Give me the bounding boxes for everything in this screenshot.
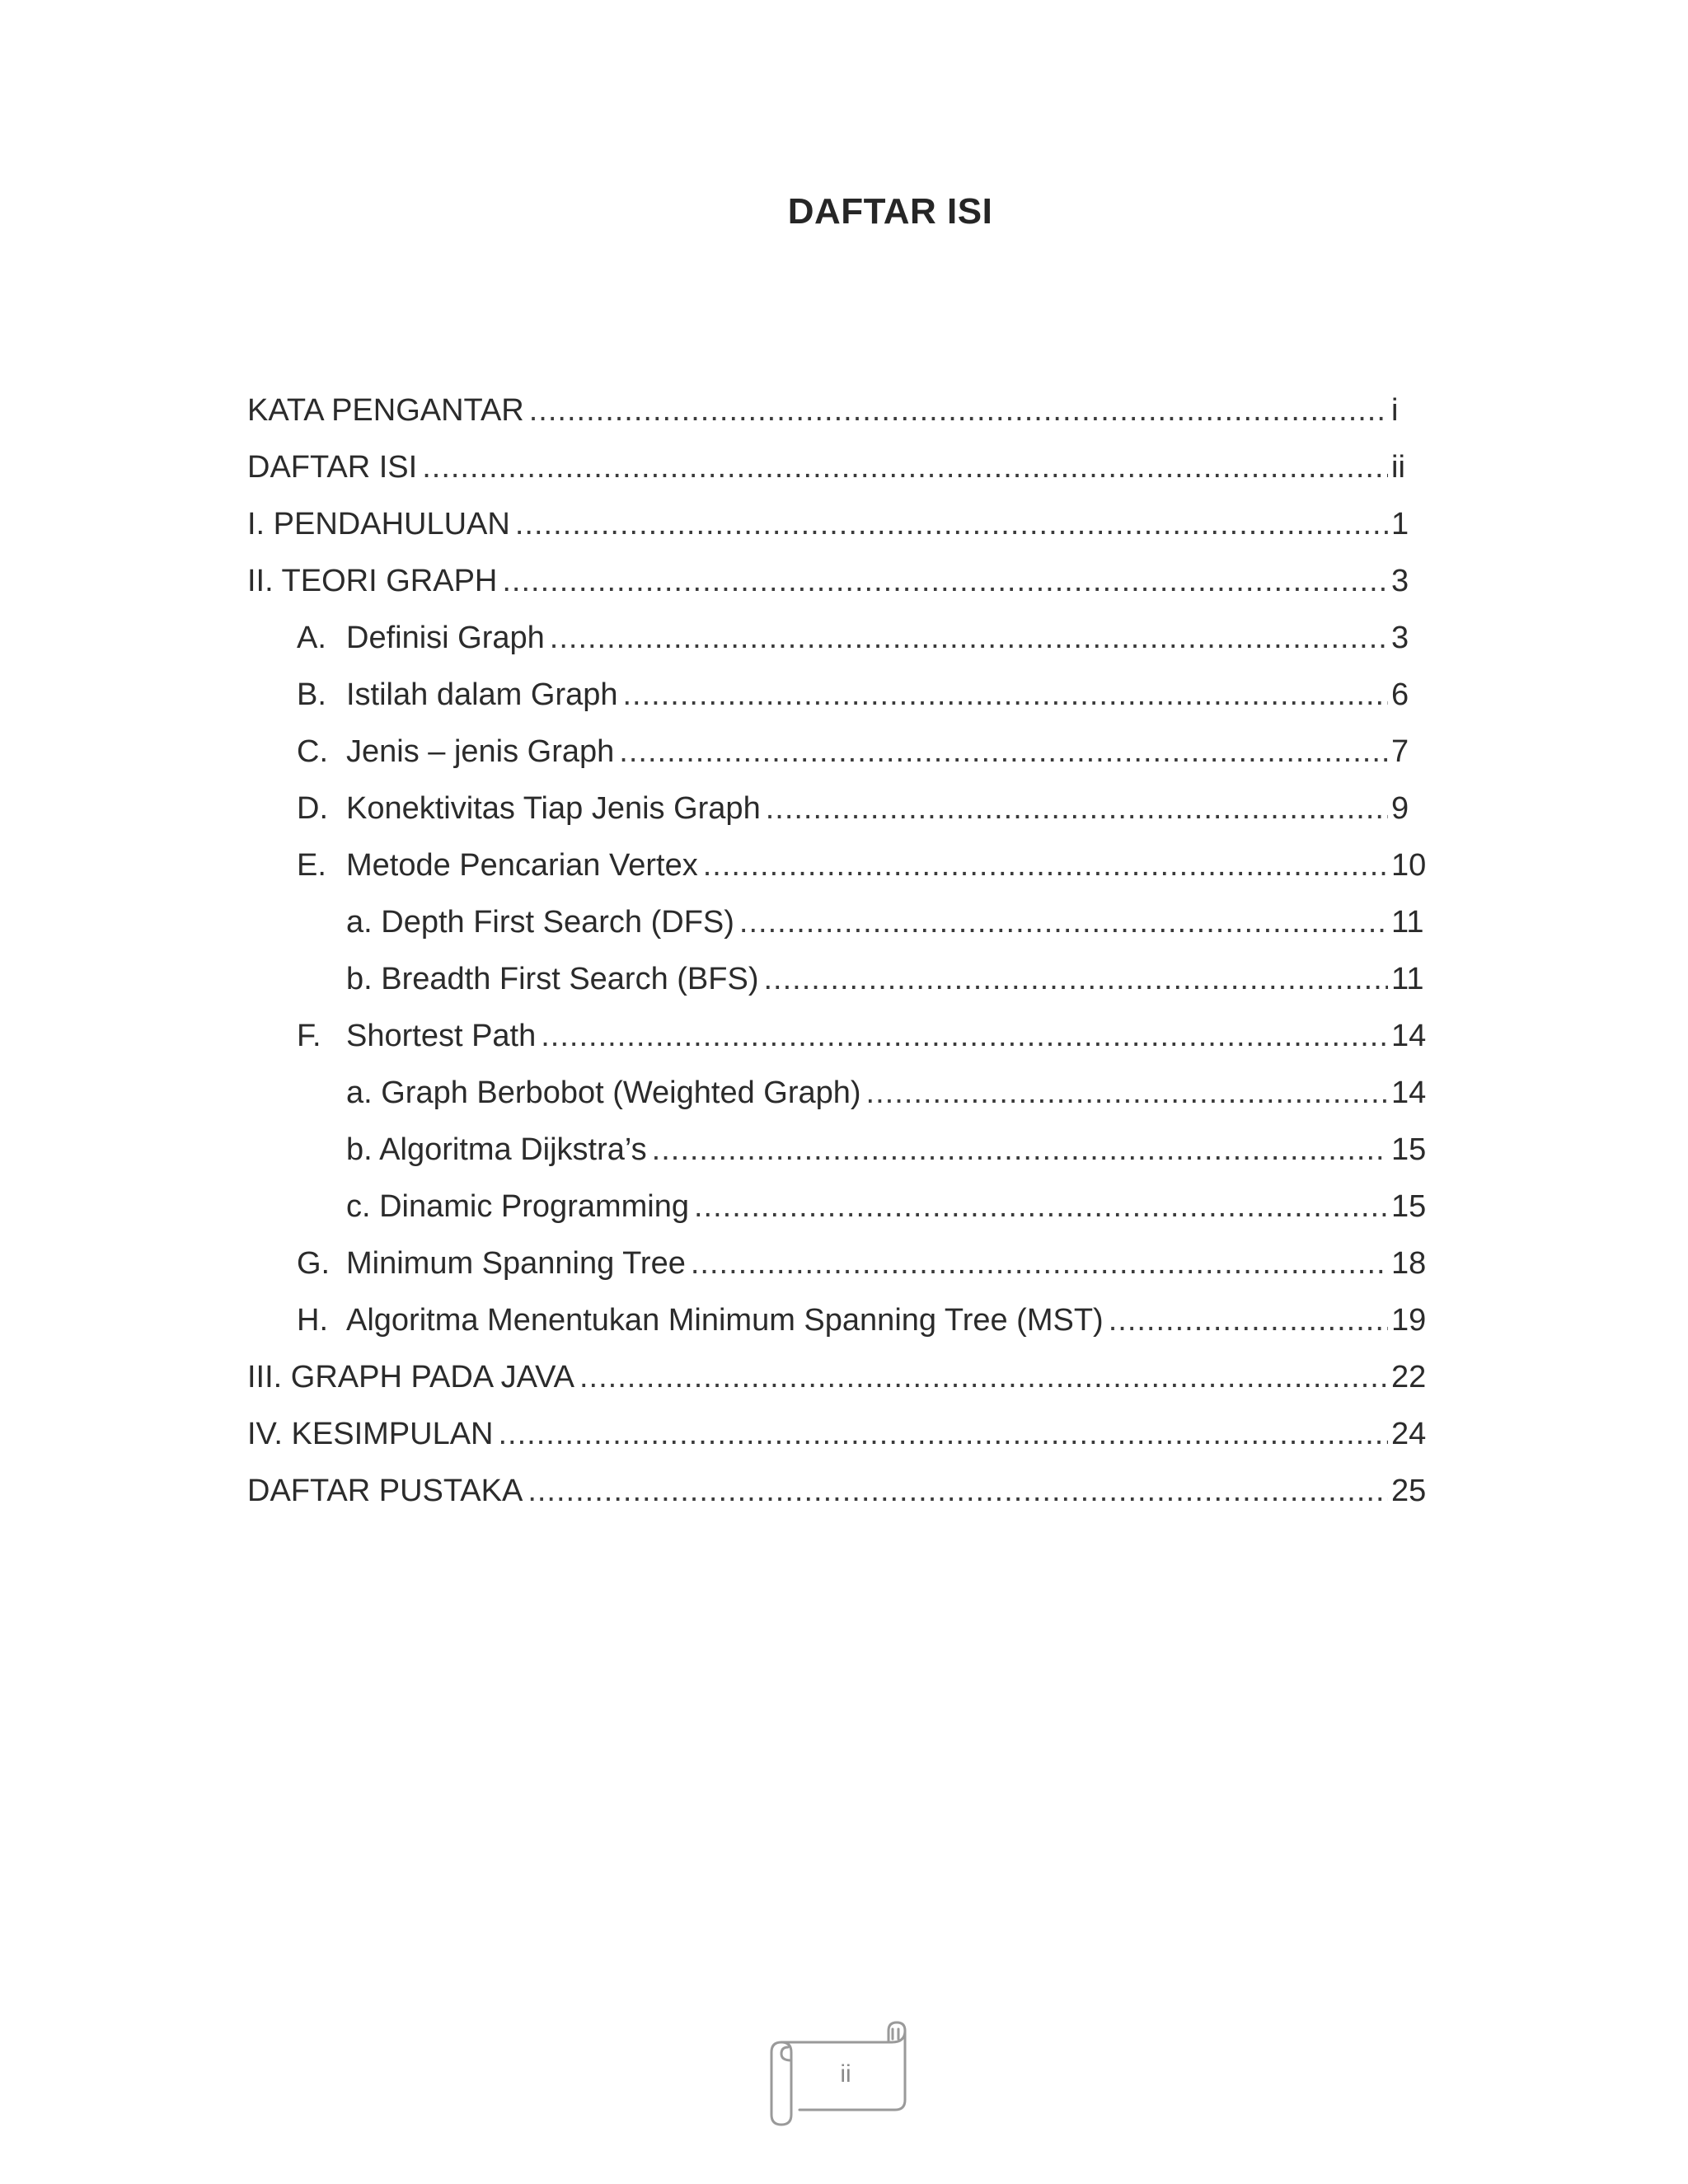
toc-entry[interactable] bbox=[247, 667, 1434, 724]
toc-dot-leader bbox=[541, 1008, 1388, 1065]
page-footer bbox=[763, 2018, 913, 2130]
toc-entry-page: 15 bbox=[1391, 1132, 1427, 1167]
toc-entry-label: Jenis – jenis Graph bbox=[346, 734, 615, 769]
toc-entry-page: 7 bbox=[1391, 734, 1409, 769]
toc-dot-leader bbox=[502, 553, 1388, 610]
toc-entry-label: DAFTAR ISI bbox=[247, 450, 418, 485]
toc-dot-leader bbox=[619, 724, 1388, 780]
toc-entry-label: II. TEORI GRAPH bbox=[247, 564, 498, 598]
toc-entry-label: Shortest Path bbox=[346, 1019, 537, 1053]
table-of-contents bbox=[247, 382, 1434, 1520]
toc-entry-page: 9 bbox=[1391, 791, 1409, 826]
toc-dot-leader bbox=[529, 382, 1388, 439]
toc-dot-leader bbox=[703, 837, 1388, 894]
toc-entry-label: I. PENDAHULUAN bbox=[247, 507, 510, 541]
toc-dot-leader bbox=[499, 1406, 1389, 1463]
toc-entry[interactable] bbox=[247, 382, 1434, 439]
toc-dot-leader bbox=[766, 780, 1388, 837]
toc-entry[interactable] bbox=[247, 1463, 1434, 1520]
toc-entry-marker: C. bbox=[297, 734, 328, 769]
toc-entry-page: 11 bbox=[1391, 962, 1424, 996]
toc-entry[interactable] bbox=[247, 724, 1434, 780]
toc-entry-page: 25 bbox=[1391, 1474, 1427, 1508]
toc-entry-label: IV. KESIMPULAN bbox=[247, 1417, 494, 1451]
toc-entry-page: 10 bbox=[1391, 848, 1427, 883]
toc-entry[interactable] bbox=[247, 496, 1434, 553]
page-title: DAFTAR ISI bbox=[787, 191, 993, 232]
toc-entry[interactable] bbox=[247, 837, 1434, 894]
toc-dot-leader bbox=[764, 951, 1389, 1008]
page-number: ii bbox=[840, 2060, 851, 2088]
toc-entry[interactable] bbox=[247, 951, 1434, 1008]
toc-entry-page: ii bbox=[1391, 450, 1405, 485]
toc-entry[interactable] bbox=[247, 1292, 1434, 1349]
toc-dot-leader bbox=[739, 894, 1388, 951]
toc-entry-page: 15 bbox=[1391, 1189, 1427, 1224]
toc-dot-leader bbox=[691, 1235, 1388, 1292]
toc-entry-marker: F. bbox=[297, 1019, 321, 1053]
toc-dot-leader bbox=[422, 439, 1388, 496]
toc-entry-page: 24 bbox=[1391, 1417, 1427, 1451]
toc-entry-page: 3 bbox=[1391, 564, 1409, 598]
toc-entry-page: 11 bbox=[1391, 905, 1424, 940]
toc-entry[interactable] bbox=[247, 439, 1434, 496]
toc-entry[interactable] bbox=[247, 1235, 1434, 1292]
toc-entry-label: b. Breadth First Search (BFS) bbox=[346, 962, 759, 996]
toc-entry-marker: D. bbox=[297, 791, 328, 826]
toc-entry-label: Minimum Spanning Tree bbox=[346, 1246, 686, 1281]
toc-entry-marker: B. bbox=[297, 677, 326, 712]
toc-entry[interactable] bbox=[247, 1349, 1434, 1406]
toc-entry[interactable] bbox=[247, 1008, 1434, 1065]
toc-dot-leader bbox=[866, 1065, 1388, 1122]
toc-dot-leader bbox=[528, 1463, 1388, 1520]
toc-entry-label: Algoritma Menentukan Minimum Spanning Tree (MST) bbox=[346, 1303, 1104, 1338]
toc-entry-marker: G. bbox=[297, 1246, 331, 1281]
toc-entry-label: a. Depth First Search (DFS) bbox=[346, 905, 734, 940]
toc-entry-label: III. GRAPH PADA JAVA bbox=[247, 1360, 574, 1394]
toc-entry-label: Konektivitas Tiap Jenis Graph bbox=[346, 791, 761, 826]
toc-entry-page: 1 bbox=[1391, 507, 1409, 541]
toc-entry[interactable] bbox=[247, 894, 1434, 951]
toc-entry-page: 22 bbox=[1391, 1360, 1427, 1394]
toc-dot-leader bbox=[1109, 1292, 1388, 1349]
toc-entry-page: 14 bbox=[1391, 1076, 1427, 1110]
toc-entry-page: 18 bbox=[1391, 1246, 1427, 1281]
toc-entry-label: DAFTAR PUSTAKA bbox=[247, 1474, 523, 1508]
toc-entry-label: b. Algoritma Dijkstra’s bbox=[346, 1132, 647, 1167]
toc-entry-label: Definisi Graph bbox=[346, 621, 545, 655]
toc-entry-page: 14 bbox=[1391, 1019, 1427, 1053]
toc-dot-leader bbox=[550, 610, 1388, 667]
toc-entry[interactable] bbox=[247, 1179, 1434, 1235]
toc-dot-leader bbox=[623, 667, 1389, 724]
toc-entry[interactable] bbox=[247, 1065, 1434, 1122]
toc-entry[interactable] bbox=[247, 1406, 1434, 1463]
toc-entry-page: i bbox=[1391, 393, 1399, 428]
toc-entry-marker: E. bbox=[297, 848, 326, 883]
toc-entry[interactable] bbox=[247, 610, 1434, 667]
toc-entry[interactable] bbox=[247, 1122, 1434, 1179]
toc-entry-marker: H. bbox=[297, 1303, 328, 1338]
toc-entry-page: 3 bbox=[1391, 621, 1409, 655]
toc-entry-label: Metode Pencarian Vertex bbox=[346, 848, 698, 883]
toc-entry[interactable] bbox=[247, 553, 1434, 610]
toc-dot-leader bbox=[579, 1349, 1388, 1406]
toc-entry-label: Istilah dalam Graph bbox=[346, 677, 618, 712]
toc-dot-leader bbox=[515, 496, 1388, 553]
toc-entry[interactable] bbox=[247, 780, 1434, 837]
toc-dot-leader bbox=[694, 1179, 1388, 1235]
toc-entry-label: KATA PENGANTAR bbox=[247, 393, 524, 428]
toc-entry-label: a. Graph Berbobot (Weighted Graph) bbox=[346, 1076, 861, 1110]
toc-entry-page: 6 bbox=[1391, 677, 1409, 712]
toc-entry-marker: A. bbox=[297, 621, 326, 655]
toc-entry-page: 19 bbox=[1391, 1303, 1427, 1338]
toc-dot-leader bbox=[652, 1122, 1388, 1179]
toc-entry-label: c. Dinamic Programming bbox=[346, 1189, 689, 1224]
